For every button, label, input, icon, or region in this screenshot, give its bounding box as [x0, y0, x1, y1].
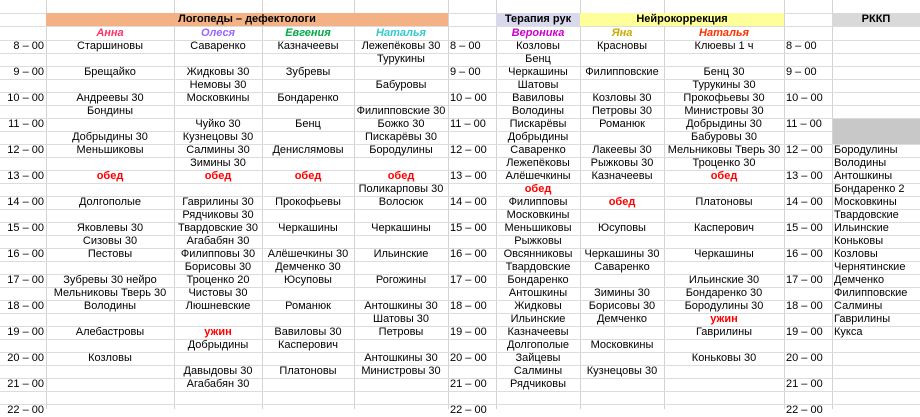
time-label-middle: 20 – 00 [450, 352, 487, 364]
schedule-cell[interactable]: Борисовы 30 [184, 261, 252, 273]
schedule-cell[interactable]: Казначеевы [507, 326, 569, 338]
time-label-middle: 12 – 00 [450, 144, 487, 156]
schedule-cell[interactable]: Антошкины [834, 170, 893, 182]
schedule-cell[interactable]: Зимины 30 [190, 157, 246, 169]
specialist-name[interactable]: Анна [96, 27, 124, 39]
schedule-cell[interactable]: Платоновы [279, 365, 337, 377]
schedule-cell[interactable]: Шатовы 30 [372, 313, 430, 325]
time-label-right: 13 – 00 [786, 170, 823, 182]
schedule-cell[interactable]: Мельниковы Тверь 30 [667, 144, 781, 156]
schedule-cell[interactable]: Ильинские [510, 313, 566, 325]
time-label-left: 14 – 00 [7, 196, 44, 208]
time-label-right: 10 – 00 [786, 92, 823, 104]
schedule-cell[interactable]: Филипповы [508, 196, 568, 208]
schedule-cell[interactable]: Филипповские [834, 287, 908, 299]
schedule-cell[interactable]: Лежепёковы [506, 157, 570, 169]
time-label-left: 8 – 00 [13, 40, 44, 52]
schedule-cell[interactable]: Коньковы 30 [691, 352, 757, 364]
section-header-logopeds[interactable]: Логопеды – дефектологи [46, 13, 448, 26]
schedule-cell[interactable]: Чуйко 30 [195, 118, 241, 130]
time-label-right: 9 – 00 [786, 66, 817, 78]
schedule-cell[interactable]: Филипповские 30 [356, 105, 446, 117]
schedule-cell[interactable]: Министровы 30 [361, 365, 441, 377]
lunch-break[interactable]: обед [96, 170, 124, 182]
schedule-cell[interactable]: Филипповские [585, 66, 659, 78]
schedule-cell[interactable]: Бондаренко [507, 274, 569, 286]
time-label-right: 16 – 00 [786, 248, 823, 260]
schedule-cell[interactable]: Жидковы 30 [186, 66, 250, 78]
schedule-cell[interactable]: Рыжковы [514, 235, 562, 247]
schedule-cell[interactable]: Филипповы 30 [180, 248, 256, 260]
specialist-name[interactable]: Олеся [200, 27, 236, 39]
row-divider [0, 53, 920, 54]
time-label-middle: 22 – 00 [450, 404, 487, 416]
time-label-right: 18 – 00 [786, 300, 823, 312]
row-divider [0, 183, 920, 184]
schedule-cell[interactable]: Московкины [186, 92, 250, 104]
schedule-cell[interactable]: Поликарповы 30 [358, 183, 444, 195]
schedule-cell[interactable]: Добрыдины 30 [686, 118, 762, 130]
schedule-cell[interactable]: Рогожины [375, 274, 427, 286]
schedule-cell[interactable]: Володины [511, 105, 565, 117]
schedule-cell[interactable]: Твардовские 30 [177, 222, 259, 234]
schedule-cell[interactable]: Романюк [599, 118, 645, 130]
schedule-cell[interactable]: Алёшечкины 30 [267, 248, 349, 260]
schedule-cell[interactable]: Турукины 30 [692, 79, 756, 91]
lunch-break[interactable]: обед [608, 196, 636, 208]
schedule-cell[interactable]: Лакеевы 30 [592, 144, 652, 156]
schedule-cell[interactable]: Шатовы [517, 79, 559, 91]
schedule-cell[interactable]: Демченко [596, 313, 648, 325]
schedule-cell[interactable]: Андреевы 30 [76, 92, 144, 104]
schedule-cell[interactable]: Черкашины 30 [584, 248, 660, 260]
section-header-neurocorrection[interactable]: Нейрокоррекция [580, 13, 784, 26]
schedule-cell[interactable]: Рядчиковы 30 [182, 209, 254, 221]
schedule-cell[interactable]: Салмины [834, 300, 883, 312]
time-label-left: 10 – 00 [7, 92, 44, 104]
schedule-cell[interactable]: Министровы 30 [684, 105, 764, 117]
time-label-left: 17 – 00 [7, 274, 44, 286]
schedule-cell[interactable]: Петровы [378, 326, 424, 338]
schedule-cell[interactable]: Бондаренко 2 [834, 183, 905, 195]
time-label-middle: 14 – 00 [450, 196, 487, 208]
schedule-cell[interactable]: Алёшечкины [505, 170, 571, 182]
time-label-left: 16 – 00 [7, 248, 44, 260]
lunch-break[interactable]: обед [204, 170, 232, 182]
schedule-cell[interactable]: Гаврилины 30 [182, 196, 254, 208]
time-label-left: 12 – 00 [7, 144, 44, 156]
row-divider [0, 209, 920, 210]
schedule-cell[interactable]: Гаврилины [834, 313, 891, 325]
schedule-cell[interactable]: Алебастровы [75, 326, 145, 338]
lunch-break[interactable]: обед [387, 170, 415, 182]
schedule-cell[interactable]: Демченко 30 [275, 261, 341, 273]
schedule-cell[interactable]: Салмины [513, 365, 563, 377]
specialist-name[interactable]: Евгения [285, 27, 331, 39]
schedule-cell[interactable]: Добрыдины [187, 339, 249, 351]
time-label-right: 12 – 00 [786, 144, 823, 156]
schedule-cell[interactable]: Кукса [834, 326, 863, 338]
time-label-left: 21 – 00 [7, 378, 44, 390]
schedule-cell[interactable]: Жидковы [514, 300, 562, 312]
schedule-cell[interactable]: Бородулины [834, 144, 898, 156]
schedule-cell[interactable]: Демченко [834, 274, 885, 286]
schedule-cell[interactable]: Немовы 30 [189, 79, 247, 91]
time-label-left: 11 – 00 [8, 118, 44, 130]
schedule-cell[interactable]: Бондаренко [277, 92, 339, 104]
schedule-cell[interactable]: Черкашины [371, 222, 431, 234]
time-label-middle: 15 – 00 [450, 222, 487, 234]
dinner-break[interactable]: ужин [204, 326, 232, 338]
time-label-middle: 11 – 00 [450, 118, 486, 130]
schedule-cell[interactable]: Лежепёковы 30 [361, 40, 441, 52]
section-header-hand-therapy[interactable]: Терапия рук [496, 13, 580, 26]
time-label-right: 17 – 00 [786, 274, 823, 286]
schedule-cell[interactable]: Красновы [596, 40, 648, 52]
rkkp-blocked-slot [833, 119, 920, 144]
schedule-cell[interactable]: Юсуповы [284, 274, 332, 286]
schedule-cell[interactable]: Бондины [87, 105, 133, 117]
schedule-cell[interactable]: Зимины 30 [594, 287, 650, 299]
schedule-cell[interactable]: Юсуповы [598, 222, 646, 234]
schedule-cell[interactable]: Прокофьевы [275, 196, 341, 208]
lunch-break[interactable]: обед [524, 183, 552, 195]
schedule-cell[interactable]: Кузнецовы 30 [586, 365, 658, 377]
schedule-cell[interactable]: Володины [83, 300, 137, 312]
time-label-middle: 17 – 00 [450, 274, 487, 286]
schedule-cell[interactable]: Платоновы [695, 196, 753, 208]
time-label-right: 22 – 00 [786, 404, 823, 416]
schedule-cell[interactable]: Володины [834, 157, 887, 169]
row-divider [0, 339, 920, 340]
time-label-left: 9 – 00 [13, 66, 44, 78]
schedule-cell[interactable]: Черкашины [508, 66, 568, 78]
schedule-cell[interactable]: Черкашины [694, 248, 754, 260]
schedule-cell[interactable]: Бабуровы 30 [690, 131, 758, 143]
schedule-cell[interactable]: Люшневские [185, 300, 251, 312]
schedule-cell[interactable]: Троценко 30 [692, 157, 756, 169]
time-label-right: 8 – 00 [786, 40, 817, 52]
schedule-cell[interactable]: Долгополые [78, 196, 142, 208]
schedule-cell[interactable]: Бенц 30 [703, 66, 745, 78]
time-label-left: 19 – 00 [7, 326, 44, 338]
dinner-break[interactable]: ужин [710, 313, 738, 325]
schedule-cell[interactable]: Саваренко [190, 40, 246, 52]
time-label-right: 11 – 00 [786, 118, 822, 130]
time-label-middle: 18 – 00 [450, 300, 487, 312]
row-divider [0, 365, 920, 366]
schedule-cell[interactable]: Зайцевы [515, 352, 561, 364]
time-label-left: 15 – 00 [7, 222, 44, 234]
time-label-middle: 19 – 00 [450, 326, 487, 338]
schedule-cell[interactable]: Овсянниковы [503, 248, 573, 260]
schedule-cell[interactable]: Зубревы 30 нейро [63, 274, 157, 286]
lunch-break[interactable]: обед [294, 170, 322, 182]
schedule-cell[interactable]: Борисовы 30 [588, 300, 656, 312]
schedule-cell[interactable]: Мельниковы Тверь 30 [53, 287, 167, 299]
schedule-cell[interactable]: Агабабян 30 [186, 378, 250, 390]
time-label-left: 20 – 00 [7, 352, 44, 364]
specialist-name[interactable]: Вероника [511, 27, 565, 39]
section-header-rkkp[interactable]: РККП [832, 13, 920, 26]
time-label-right: 19 – 00 [786, 326, 823, 338]
time-label-right: 21 – 00 [786, 378, 823, 390]
schedule-cell[interactable]: Твардовские [834, 209, 899, 221]
schedule-cell[interactable]: Романюк [285, 300, 331, 312]
schedule-cell[interactable]: Бенц [295, 118, 321, 130]
schedule-cell[interactable]: Козловы [516, 40, 560, 52]
schedule-cell[interactable]: Ильинские [834, 222, 889, 234]
schedule-cell[interactable]: Агабабян 30 [186, 235, 250, 247]
schedule-cell[interactable]: Вавиловы [512, 92, 564, 104]
schedule-cell[interactable]: Троценко 20 [186, 274, 250, 286]
schedule-cell[interactable]: Антошкины 30 [364, 352, 438, 364]
schedule-cell[interactable]: Старшиновы [76, 40, 143, 52]
schedule-cell[interactable]: Антошкины [508, 287, 568, 299]
schedule-cell[interactable]: Гаврилины [695, 326, 753, 338]
schedule-cell[interactable]: Чистовы 30 [188, 287, 248, 299]
schedule-cell[interactable]: Пестовы [87, 248, 133, 260]
schedule-cell[interactable]: Бенц [525, 53, 551, 65]
schedule-cell[interactable]: Турукины [377, 53, 425, 65]
schedule-cell[interactable]: Рядчиковы [509, 378, 567, 390]
schedule-cell[interactable]: Яковлевы 30 [76, 222, 144, 234]
schedule-cell[interactable]: Вавиловы 30 [274, 326, 342, 338]
schedule-cell[interactable]: Козловы [834, 248, 878, 260]
time-label-middle: 21 – 00 [450, 378, 487, 390]
time-label-middle: 9 – 00 [450, 66, 481, 78]
time-label-right: 15 – 00 [786, 222, 823, 234]
schedule-cell[interactable]: Касперович [277, 339, 339, 351]
schedule-cell[interactable]: Долгополые [506, 339, 570, 351]
schedule-cell[interactable]: Бабуровы [375, 79, 427, 91]
specialist-name[interactable]: Наталья [699, 27, 749, 39]
schedule-cell[interactable]: Ильинские [373, 248, 429, 260]
schedule-cell[interactable]: Антошкины 30 [364, 300, 438, 312]
schedule-cell[interactable]: Козловы 30 [592, 92, 652, 104]
schedule-cell[interactable]: Коньковы [834, 235, 884, 247]
schedule-cell[interactable]: Прокофьевы 30 [683, 92, 765, 104]
schedule-cell[interactable]: Бородулины [369, 144, 433, 156]
schedule-cell[interactable]: Бондаренко 30 [685, 287, 763, 299]
lunch-break[interactable]: обед [710, 170, 738, 182]
schedule-cell[interactable]: Саваренко [510, 144, 566, 156]
time-label-middle: 13 – 00 [450, 170, 487, 182]
schedule-cell[interactable]: Пискарёвы [509, 118, 567, 130]
schedule-cell[interactable]: Казначеевы [277, 40, 339, 52]
schedule-cell[interactable]: Рыжковы 30 [590, 157, 654, 169]
schedule-cell[interactable]: Ильинские 30 [688, 274, 760, 286]
schedule-cell[interactable]: Зубревы [285, 66, 331, 78]
time-label-right: 14 – 00 [786, 196, 823, 208]
schedule-cell[interactable]: Волосюк [378, 196, 424, 208]
schedule-cell[interactable]: Касперович [693, 222, 755, 234]
time-label-right: 20 – 00 [786, 352, 823, 364]
schedule-cell[interactable]: Брещайко [84, 66, 136, 78]
row-divider [0, 261, 920, 262]
time-label-left: 22 – 00 [7, 404, 44, 416]
specialist-name[interactable]: Яна [611, 27, 633, 39]
schedule-cell[interactable]: Меньшиковы [76, 144, 144, 156]
schedule-cell[interactable]: Кузнецовы 30 [182, 131, 254, 143]
time-label-left: 18 – 00 [7, 300, 44, 312]
schedule-cell[interactable]: Клюевы 1 ч [694, 40, 754, 52]
schedule-cell[interactable]: Божко 30 [377, 118, 425, 130]
schedule-cell[interactable]: Казначеевы [591, 170, 653, 182]
schedule-cell[interactable]: Добрыдины 30 [72, 131, 148, 143]
schedule-cell[interactable]: Черкашины [278, 222, 338, 234]
schedule-cell[interactable]: Твардовские [505, 261, 571, 273]
schedule-cell[interactable]: Козловы [88, 352, 132, 364]
schedule-cell[interactable]: Бородулины 30 [684, 300, 764, 312]
time-label-left: 13 – 00 [7, 170, 44, 182]
schedule-cell[interactable]: Меньшиковы [504, 222, 572, 234]
schedule-cell[interactable]: Саваренко [594, 261, 650, 273]
schedule-cell[interactable]: Московкины [506, 209, 570, 221]
schedule-cell[interactable]: Давыдовы 30 [183, 365, 253, 377]
schedule-cell[interactable]: Салмины 30 [186, 144, 250, 156]
schedule-cell[interactable]: Московкины [590, 339, 654, 351]
time-label-middle: 16 – 00 [450, 248, 487, 260]
schedule-cell[interactable]: Сизовы 30 [82, 235, 138, 247]
schedule-cell[interactable]: Чернятинские [834, 261, 906, 273]
specialist-name[interactable]: Наталья [376, 27, 426, 39]
schedule-cell[interactable]: Денислямовы [272, 144, 344, 156]
row-divider [0, 391, 920, 392]
schedule-cell[interactable]: Пискарёвы 30 [365, 131, 437, 143]
schedule-cell[interactable]: Добрыдины [507, 131, 569, 143]
time-label-middle: 8 – 00 [450, 40, 481, 52]
time-label-middle: 10 – 00 [450, 92, 487, 104]
schedule-cell[interactable]: Московкины [834, 196, 897, 208]
schedule-cell[interactable]: Петровы 30 [592, 105, 652, 117]
